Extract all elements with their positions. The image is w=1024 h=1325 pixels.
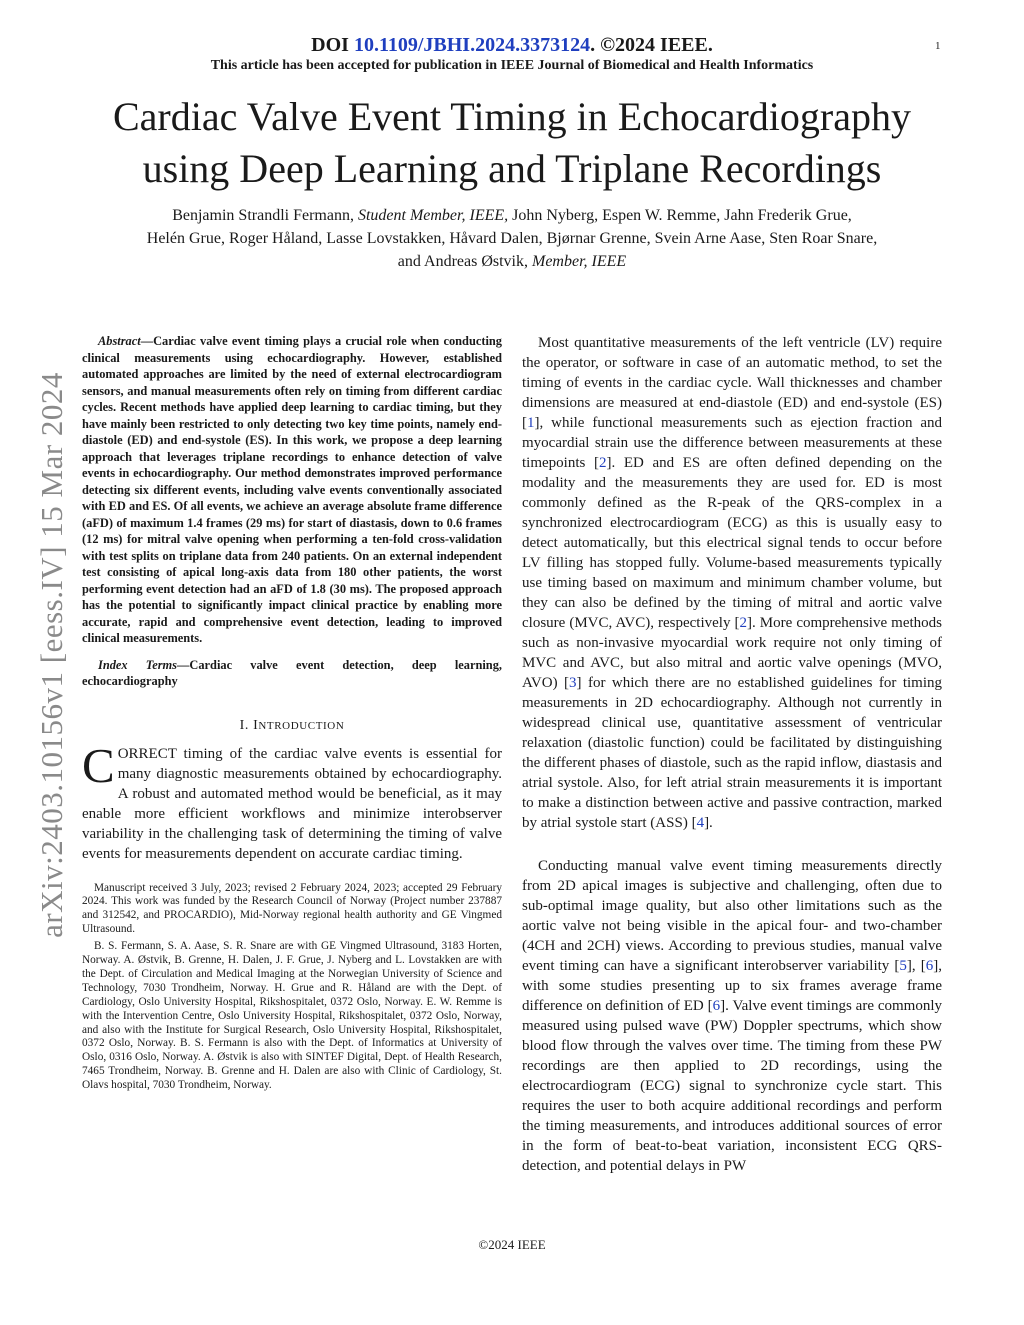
text-run: ]. ED and ES are often defined depending on the modality and the measurements they are used for. ED is most commonly defined as the R-peak of the QRS-complex in a synchronized electrocardiogram (ECG) as this is usually easy to detect automatically, but this electrical signal tends to occur before LV filling has stopped fully. Volume-based measurements typically use timing based on maximum and minimum chamber volume, but they can also be defined by the timing of mitral and aortic valve closure (MVC, AVC), respectively [ [522,455,942,631]
author-list [60,204,964,273]
citation-link[interactable]: 3 [569,675,577,691]
text-run: Conducting manual valve event timing measurements directly from 2D apical images is subjective and challenging, often due to sub-optimal image quality, but also other limitations such as the aortic valve not being visible in the apical four- and two-chamber (4CH and 2CH) views. According to previous studies, manual valve event timing can have a significant interobserver variability [ [522,858,942,974]
text-run: ]. More comprehensive methods such as non-invasive myocardial work require not only timing of MVC and AVC, but also mitral and aortic valve openings (MVO, AVO) [ [522,615,942,691]
author-line-3: and Andreas Østvik, [397,253,532,270]
paper-title [40,91,984,195]
index-terms [82,657,502,690]
doi-link[interactable]: 10.1109/JBHI.2024.3373124 [353,34,591,56]
author-role-last: Member, IEEE [532,253,627,270]
title-line-2: using Deep Learning and Triplane Recordings [142,146,882,191]
accepted-notice: This article has been accepted for publication in IEEE Journal of Biomedical and Health Informatics [210,58,814,73]
title-line-1: Cardiac Valve Event Timing in Echocardiography [113,94,911,139]
footnote-manuscript: Manuscript received 3 July, 2023; revised 2 February 2024, 2023; accepted 29 February 2024. This work was funded by the Research Council of Norway (Project number 237887 and 312542, and PROCARDIO), Mid-Norway regional health authority and GE Vingmed Ultrasound. [82,881,502,936]
author-role-1: Student Member, IEEE, [357,207,509,224]
index-terms-label: Index Terms [98,657,178,672]
abstract-label: Abstract [98,334,141,348]
author-line-1a: Benjamin Strandli Fermann, [172,207,358,224]
citation-link[interactable]: 2 [739,615,748,631]
body-paragraph-2 [522,856,942,1176]
text-run: ], [ [906,958,926,974]
index-terms-text: —Cardiac valve event detection, deep learning, echocardiography [82,657,502,688]
intro-text: timing of the cardiac valve events is essential for many diagnostic measurements obtained by echocardiography. A robust and automated method would be beneficial, as it may enable more efficient workflows and minimize interobserver variability in the challenging task of determining the timing of valve events for measurements dependent on accurate cardiac timing. [82,745,502,862]
abstract [82,333,502,647]
intro-first-word: ORRECT [117,745,177,762]
citation-link[interactable]: 2 [598,455,607,471]
right-column [522,333,942,1176]
page-number: 1 [935,40,941,52]
abstract-text: —Cardiac valve event timing plays a crucial role when conducting clinical measurements using echocardiography. However, established automated approaches are limited by the need of external electrocardiogram sensors, and manual measurements often rely on timing from different cardiac cycles. Recent methods have applied deep learning to cardiac timing, but they have mainly been restricted to only detecting two key time points, namely end-diastole (ED) and end-systole (ES). In this work, we propose a deep learning approach that leverages triplane recordings to enhance detection of valve events in echocardiography. Our method demonstrates improved performance detecting six different events, including valve events conventionally associated with ED and ES. Of all events, we achieve an average absolute frame difference (aFD) of maximum 1.4 frames (29 ms) for start of diastasis, down to 0.6 frames (12 ms) for mitral valve opening when performing a ten-fold cross-validation with test splits on triplane data from 240 patients. On an external independent test consisting of apical long-axis data from 180 other patients, the worst performing event detection had an aFD of 1.8 (30 ms). The proposed approach has the potential to significantly impact clinical practice by enabling more accurate, rapid and comprehensive event detection, leading to improved clinical measurements. [82,334,502,645]
section-title-rest: NTRODUCTION [258,719,345,732]
citation-link[interactable]: 6 [712,998,721,1014]
author-line-1b: John Nyberg, Espen W. Remme, Jahn Frederik Grue, [508,207,852,224]
arxiv-identifier: arXiv:2403.10156v1 [eess.IV] 15 Mar 2024 [34,372,69,938]
citation-link[interactable]: 6 [925,958,934,974]
text-run: ], while functional measurements such as ejection fraction and myocardial strain use the difference between measurements at these timepoints [ [522,415,942,471]
text-run: ] for which there are no established guidelines for timing measurements in 2D echocardiography. Although not currently in widespread clinical use, quantitative assessment of ventricular relaxation (diastolic function) could be facilitated by distinguishing the different phases of diastole, such as the rapid inflow, diastasis and atrial systole. Also, for left atrial strain measurements it is important to make a distinction between active and passive contraction, marked by atrial systole start (ASS) [ [522,675,942,831]
citation-link[interactable]: 1 [527,415,535,431]
author-line-2: Helén Grue, Roger Håland, Lasse Lovstakken, Håvard Dalen, Bjørnar Grenne, Svein Arne Aase, Sten Roar Snare, [146,230,878,247]
page-footer: ©2024 IEEE [478,1237,546,1252]
text-run: Most quantitative measurements of the left ventricle (LV) require the operator, or software in case of an automatic method, to set the timing of events in the cardiac cycle. Wall thicknesses and chamber dimensions are measured at end-diastole (ED) and end-systole (ES) [ [522,335,942,431]
section-heading-introduction [82,718,502,734]
section-number: I. [239,717,254,733]
section-first-letter: I [253,717,259,733]
intro-paragraph [82,737,502,864]
left-column [82,333,502,1096]
text-run: ]. Valve event timings are commonly measured using pulsed wave (PW) Doppler spectrums, which show blood flow through the valves over time. The timing from these PW recordings are then applied to 2D recordings, using the electrocardiogram (ECG) signal to synchronize cycle start. This requires the user to both acquire additional recordings and perform the timing measurements, and introduces additional sources of error in the form of beat-to-beat variation, inconsistent ECG QRS-detection, and potential delays in PW [522,998,943,1174]
citation-link[interactable]: 5 [899,958,907,974]
doi-prefix: DOI [311,34,354,56]
body-paragraph-1 [522,333,942,833]
text-run: ]. [704,815,713,831]
drop-cap: C [82,737,115,793]
text-run: ], with some studies presenting up to six frames average frame difference on definition of ED [ [522,958,942,1014]
citation-link[interactable]: 4 [696,815,705,831]
doi-suffix: . ©2024 IEEE. [590,34,713,56]
footnotes [82,882,502,1094]
footnote-affiliations: B. S. Fermann, S. A. Aase, S. R. Snare are with GE Vingmed Ultrasound, 3183 Horten, Norway. A. Østvik, B. Grenne, H. Dalen, J. F. Grue, J. Nyberg and L. Lovstakken are with the Dept. of Circulation and Medical Imaging at the Norwegian University of Science and Technology, 7030 Trondheim, Norway. H. Grue and R. Håland are with the Dept. of Cardiology, Oslo University Hospital, Rikshospitalet, 0372 Oslo, Norway. E. W. Remme is with the Intervention Centre, Oslo University Hospital, Rikshospitalet, 0372 Oslo, Norway, and also with the Institute for Surgical Research, Oslo University Hospital, Rikshospitalet, 0372 Oslo, Norway. B. S. Fermann is also with the Dept. of Informatics at University of Oslo, 0316 Oslo, Norway. A. Østvik is also with SINTEF Digital, Dept. of Health Research, 7465 Trondheim, Norway. B. Grenne and H. Dalen are also with Clinic of Cardiology, St. Olavs hospital, 7030 Trondheim, Norway. [82,940,502,1092]
doi-line [0,32,1024,58]
